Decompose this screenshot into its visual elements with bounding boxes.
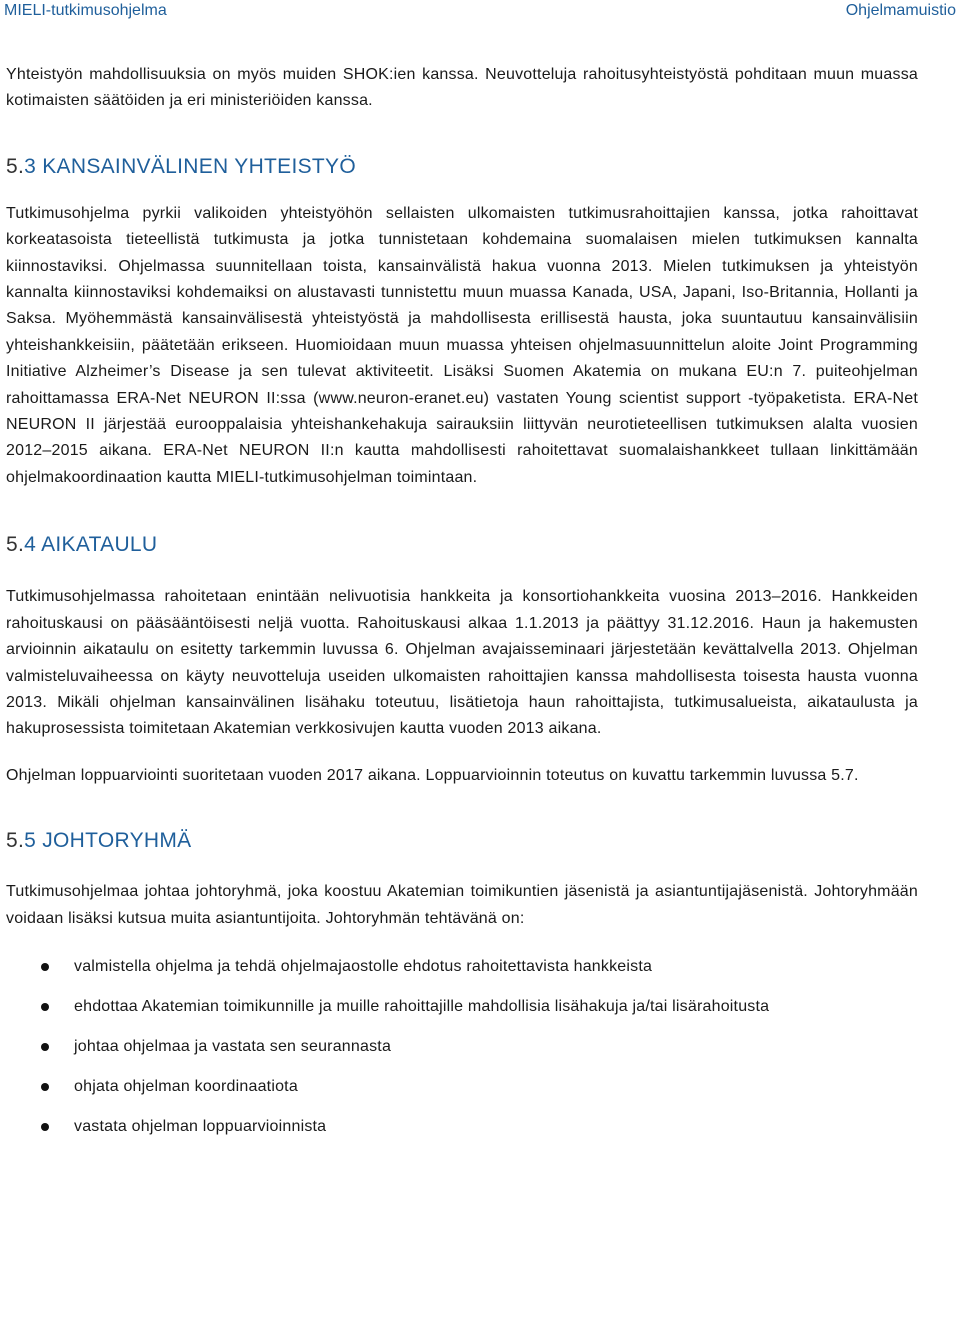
schedule-paragraph: Tutkimusohjelmassa rahoitetaan enintään nelivuotisia hankkeita ja konsortiohankkeita vuosina 2013–2016. Hankkeiden rahoituskausi on pääsääntöisesti neljä vuotta. Rahoituskausi alkaa 1.1.2013 ja päättyy 31.12.2016. Haun ja hakemusten arvioinnin aikataulu on esitetty tarkemmin luvussa 6. Ohjelman avajaisseminaari järjestetään kevättalvella 2013. Ohjelman valmisteluvaiheessa on käyty neuvotteluja useiden ulkomaisten rahoittajien kanssa mahdollisesta toisesta hausta vuonna 2013. Mikäli ohjelman kansainvälinen lisähaku toteutuu, lisätietoja haun rahoittajista, tutkimusalueista, aikataulusta ja hakuprosessista toimitetaan Akatemian verkkosivujen kautta vuoden 2013 aikana. — [6, 588, 918, 738]
intro-paragraph: Yhteistyön mahdollisuuksia on myös muiden SHOK:ien kanssa. Neuvotteluja rahoitusyhteistyöstä pohditaan muun muassa kotimaisten säätöiden ja eri ministeriöiden kanssa. — [6, 66, 918, 110]
section-number-prefix: 5. — [6, 154, 25, 178]
list-item-text: ohjata ohjelman koordinaatiota — [74, 1077, 298, 1095]
list-item-text: valmistella ohjelma ja tehdä ohjelmajaostolle ehdotus rahoitettavista hankkeista — [74, 957, 653, 975]
list-item-text: ehdottaa Akatemian toimikunnille ja muille rahoittajille mahdollisia lisähakuja ja/tai lisärahoitusta — [74, 997, 770, 1015]
international-cooperation-paragraph: Tutkimusohjelma pyrkii valikoiden yhteistyöhön sellaisten ulkomaisten tutkimusrahoittajien kanssa, jotka rahoittavat korkeatasoista tieteellistä tutkimusta ja jotka tunnistetaan kohdemaina suomalaisen mielen tutkimuksen kannalta kiinnostaviksi. Ohjelmassa suunnitellaan toista, kansainvälistä hakua vuonna 2013. Mielen tutkimuksen ja yhteistyön kannalta kiinnostaviksi kohdemaiksi on alustavasti tunnistettu muun muassa Kanada, USA, Japani, Iso-Britannia, Hollanti ja Saksa. Myöhemmästä kansainvälisestä yhteistyöstä ja mahdollisesta erillisestä hausta, joka suuntautuu kansainvälisiin yhteishankkeisiin, päätetään erikseen. Huomioidaan muun muassa yhteisen ohjelmasuunnittelun aloite Joint Programming Initiative Alzheimer’s Disease ja sen tulevat aktiviteetit. Lisäksi Suomen Akatemia on mukana EU:n 7. puiteohjelman rahoittamassa ERA-Net NEURON II:ssa (www.neuron-eranet.eu) vastaten Young scientist support -työpaketista. ERA-Net NEURON II järjestää eurooppalaisia yhteishankehakuja sairauksiin liittyvän neurotieteellisen tutkimuksen alalta vuosien 2012–2015 aikana. ERA-Net NEURON II:n kautta mahdollisesti rahoitettavat suomalaishankkeet tullaan linkittämään ohjelmakoordinaation kautta MIELI-tutkimusohjelman toimintaan. — [6, 204, 918, 486]
section-title: KANSAINVÄLINEN YHTEISTYÖ — [36, 154, 356, 178]
section-heading-5-4 — [6, 531, 918, 559]
bullet-icon — [41, 1043, 49, 1051]
section-number-prefix: 5. — [6, 533, 25, 557]
section-title: AIKATAULU — [36, 533, 158, 557]
list-item — [6, 954, 918, 980]
final-evaluation-paragraph: Ohjelman loppuarviointi suoritetaan vuoden 2017 aikana. Loppuarvioinnin toteutus on kuvattu tarkemmin luvussa 5.7. — [6, 766, 859, 784]
list-item — [6, 1074, 918, 1100]
steering-group-task-list — [6, 954, 918, 1140]
section-heading-5-3 — [6, 153, 918, 181]
section-heading-5-5 — [6, 827, 918, 855]
bullet-icon — [41, 1003, 49, 1011]
list-item-text: vastata ohjelman loppuarvioinnista — [74, 1117, 327, 1135]
header-program-name: MIELI-tutkimusohjelma — [4, 2, 167, 19]
list-item-text: johtaa ohjelmaa ja vastata sen seurannasta — [74, 1037, 392, 1055]
steering-group-paragraph: Tutkimusohjelmaa johtaa johtoryhmä, joka koostuu Akatemian toimikuntien jäsenistä ja asiantuntijajäsenistä. Johtoryhmään voidaan lisäksi kutsua muita asiantuntijoita. Johtoryhmän tehtävänä on: — [6, 883, 918, 927]
bullet-icon — [41, 1123, 49, 1131]
section-number-suffix: 3 — [24, 154, 37, 178]
document-body — [6, 62, 918, 1153]
list-item — [6, 1034, 918, 1060]
bullet-icon — [41, 1083, 49, 1091]
running-header — [4, 0, 956, 22]
list-item — [6, 1114, 918, 1140]
header-document-type: Ohjelmamuistio — [845, 2, 956, 19]
section-number-prefix: 5. — [6, 829, 25, 853]
section-number-suffix: 5 — [24, 829, 37, 853]
section-number-suffix: 4 — [24, 533, 37, 557]
section-title: JOHTORYHMÄ — [36, 829, 192, 853]
bullet-icon — [41, 963, 49, 971]
list-item — [6, 994, 918, 1020]
